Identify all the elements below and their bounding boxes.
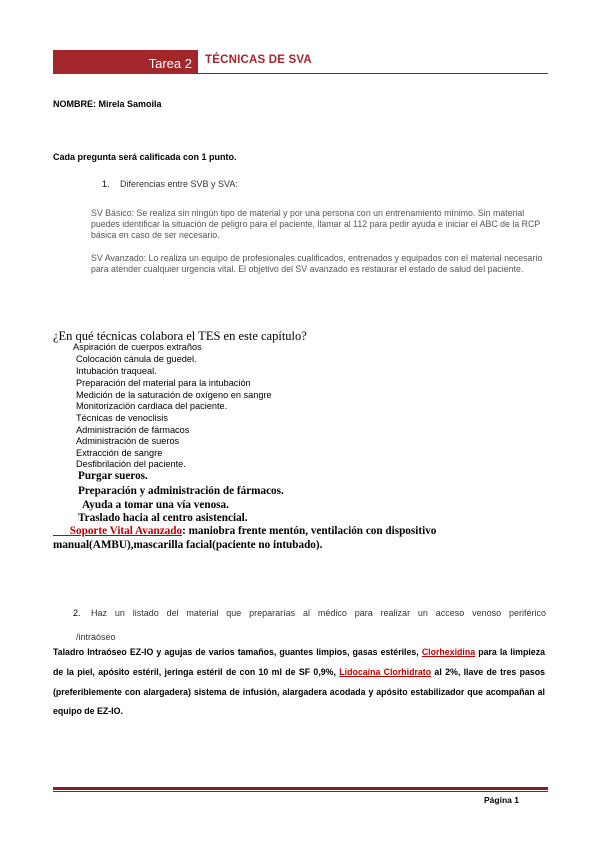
bold-list-item: Purgar sueros. xyxy=(78,470,148,482)
question-2-text-cont: /intraóseo xyxy=(76,632,116,642)
bold-list-item: Preparación y administración de fármacos. xyxy=(78,485,284,497)
list-item: Colocación cánula de guedel. xyxy=(76,354,197,364)
student-name-line xyxy=(53,99,162,109)
question-2-answer xyxy=(53,643,545,722)
sva-text-1: : maniobra frente mentón, ventilación con dispositivo xyxy=(182,525,437,537)
list-item: Administración de sueros xyxy=(76,436,180,446)
bold-list-item: Traslado hacia al centro asistencial. xyxy=(78,512,248,524)
answer-part-b: para la limpieza de la piel, apósito estéril, jeringa estéril de con 10 ml de SF 0,9%, xyxy=(53,647,545,677)
student-name: Mirela Samoila xyxy=(98,99,162,109)
question-1-text: Diferencias entre SVB y SVA: xyxy=(120,179,238,189)
question-2-number: 2. xyxy=(73,608,81,618)
list-item: Intubación traqueal. xyxy=(76,366,157,376)
name-label: NOMBRE: xyxy=(53,99,96,109)
list-item: Técnicas de venoclisis xyxy=(76,413,168,423)
sva-label: Soporte Vital Avanzado xyxy=(69,525,183,537)
footer-rule-thin xyxy=(53,791,548,792)
page-title: TÉCNICAS DE SVA xyxy=(205,54,312,66)
list-item: Monitorización cardiaca del paciente. xyxy=(76,401,228,411)
answer-part-a: Taladro Intraóseo EZ-IO y agujas de varios tamaños, guantes limpios, gasas estériles, xyxy=(53,647,422,657)
list-item: Preparación del material para la intubación xyxy=(76,378,251,388)
sva-paragraph: SV Avanzado: Lo realiza un equipo de profesionales cualificados, entrenados y equipados con el material necesario para atender cualquier urgencia vital. El objetivo del SV avanzado es restaurar el estado de salud del paciente. xyxy=(91,253,543,275)
sva-line-2: manual(AMBU),mascarilla facial(paciente no intubado). xyxy=(53,539,323,551)
answer-part-c: al 2%, llave de tres pasos (preferiblemente con alargadera) sistema de infusión, alargadera acodada y apósito estabilizador que acompañan al equipo de EZ-IO. xyxy=(53,666,545,717)
clorhexidina-link[interactable]: Clorhexidina xyxy=(421,647,476,657)
lidocaina-link[interactable]: Lidocaína Clorhidrato xyxy=(339,666,432,677)
bold-list-item: Ayuda a tomar una vía venosa. xyxy=(82,499,229,511)
list-item: Desfibrilación del paciente. xyxy=(76,459,186,469)
sva-line-1 xyxy=(53,525,436,537)
task-tab: Tarea 2 xyxy=(53,50,198,74)
question-2-text: Haz un listado del material que prepararías al médico para realizar un acceso venoso periférico xyxy=(91,608,546,618)
grading-note: Cada pregunta será calificada con 1 punto. xyxy=(53,152,237,162)
footer-rule xyxy=(53,787,548,790)
list-item: Administración de fármacos xyxy=(76,425,190,435)
question-1-number: 1. xyxy=(102,179,110,189)
page-number: Página 1 xyxy=(484,795,519,805)
list-item: Medición de la saturación de oxígeno en sangre xyxy=(76,390,272,400)
tes-question: ¿En qué técnicas colabora el TES en este capítulo? xyxy=(53,329,307,343)
svb-paragraph: SV Básico: Se realiza sin ningún tipo de material y por una persona con un entrenamiento mínimo. Sin material puedes identificar la situación de peligro para el paciente, llamar al 112 para pedir ayuda e iniciar el ABC de la RCP básica en caso de ser necesario. xyxy=(91,208,541,241)
list-item: Extracción de sangre xyxy=(76,448,163,458)
list-item: Aspiración de cuerpos extraños xyxy=(73,342,202,352)
